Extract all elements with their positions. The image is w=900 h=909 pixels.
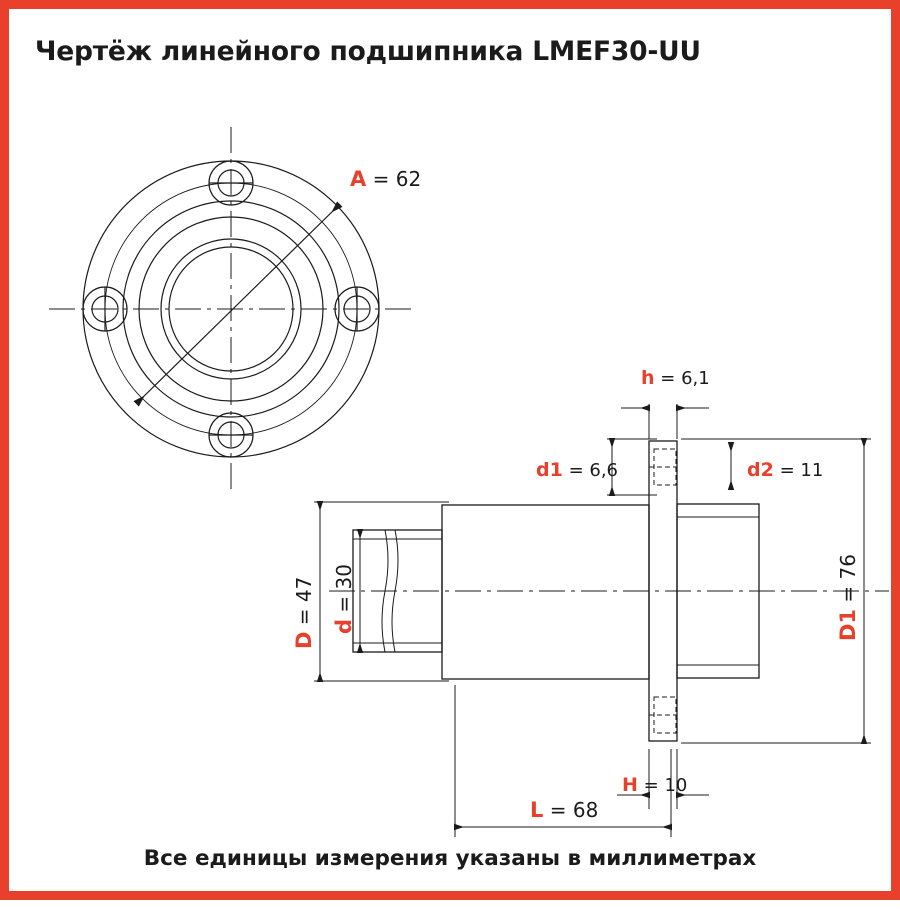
front-diameter-A-arrow (137, 205, 339, 403)
dimension-value-H: = 10 (643, 775, 688, 796)
dimension-label-D1 (836, 554, 860, 641)
dimension-value-D1: = 76 (836, 554, 860, 603)
dimension-label-d1 (536, 459, 618, 481)
dimension-label-D (292, 577, 316, 649)
dimension-label-L (530, 798, 598, 822)
dimension-symbol-h: h (641, 367, 655, 389)
dimension-symbol-d: d (332, 618, 356, 634)
dimension-label-d (332, 564, 356, 634)
dimension-symbol-d1: d1 (536, 459, 563, 481)
side-view (329, 441, 889, 741)
dimension-symbol-d2: d2 (747, 459, 774, 481)
dimension-value-d: = 30 (332, 564, 356, 613)
dimension-label-H (622, 774, 687, 796)
dimension-symbol-D: D (292, 631, 316, 649)
dimension-value-h: = 6,1 (660, 368, 710, 389)
dimension-value-A: = 62 (372, 167, 422, 191)
dimension-label-A (350, 167, 421, 191)
side-body-large (442, 505, 649, 679)
dimension-value-L: = 68 (549, 798, 599, 822)
dimension-symbol-L: L (530, 798, 544, 822)
dimension-symbol-A: A (350, 167, 367, 191)
units-note: Все единицы измерения указаны в миллиметрах (143, 846, 757, 871)
page-title: Чертёж линейного подшипника LMEF30-UU (35, 36, 701, 67)
dimension-value-d2: = 11 (779, 460, 824, 481)
dimension-label-d2 (747, 459, 823, 481)
dimension-symbol-D1: D1 (836, 608, 860, 641)
dimension-symbol-H: H (622, 774, 638, 796)
drawing-canvas (9, 9, 891, 891)
dimension-value-D: = 47 (292, 576, 316, 626)
dimension-label-h (641, 367, 710, 389)
dimension-value-d1: = 6,6 (568, 460, 618, 481)
